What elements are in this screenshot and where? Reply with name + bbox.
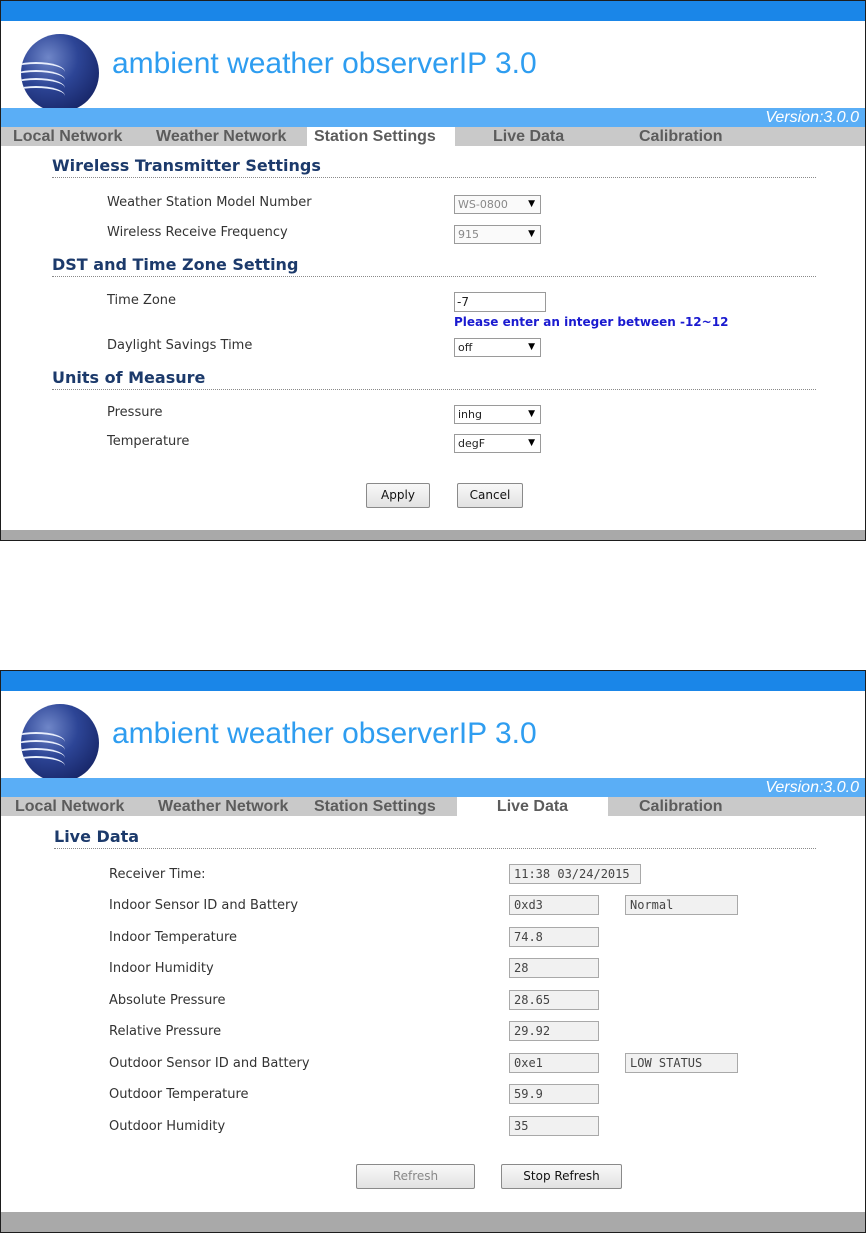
pressure-value: inhg: [458, 408, 482, 421]
header: [1, 21, 865, 108]
row-label: Relative Pressure: [109, 1024, 222, 1039]
row-value: 0xd3: [509, 895, 599, 915]
globe-logo-icon: [21, 704, 99, 782]
version-label: Version:3.0.0: [765, 779, 859, 796]
pressure-label: Pressure: [107, 405, 163, 420]
station-settings-panel: [0, 0, 866, 541]
live-data-panel: [0, 670, 866, 1233]
tab-weather-network[interactable]: Weather Network: [158, 798, 289, 815]
version-bar: [1, 778, 865, 797]
frequency-label: Wireless Receive Frequency: [107, 225, 288, 240]
row-label: Indoor Temperature: [109, 930, 238, 945]
temperature-label: Temperature: [107, 434, 190, 449]
cancel-button[interactable]: Cancel: [457, 483, 523, 508]
pressure-select[interactable]: [454, 405, 541, 424]
row-value: 0xe1: [509, 1053, 599, 1073]
section-divider: [52, 177, 816, 178]
section-divider: [54, 848, 816, 849]
tab-weather-network[interactable]: Weather Network: [156, 128, 287, 145]
top-bar: [1, 671, 865, 691]
tab-local-network[interactable]: Local Network: [13, 128, 123, 145]
stop-refresh-button[interactable]: Stop Refresh: [501, 1164, 622, 1189]
row-value: 28: [509, 958, 599, 978]
dst-select[interactable]: [454, 338, 541, 357]
timezone-label: Time Zone: [107, 293, 177, 308]
triangle-down-icon: ▼: [528, 199, 535, 209]
model-number-label: Weather Station Model Number: [107, 195, 312, 210]
row-label: Indoor Humidity: [109, 961, 214, 976]
temperature-value: degF: [458, 437, 486, 450]
triangle-down-icon: ▼: [528, 438, 535, 448]
tab-live-data[interactable]: Live Data: [457, 797, 608, 816]
row-value: 35: [509, 1116, 599, 1136]
tab-bar: [1, 127, 865, 146]
dst-label: Daylight Savings Time: [107, 338, 253, 353]
row-label: Outdoor Sensor ID and Battery: [109, 1056, 310, 1071]
row-value: 74.8: [509, 927, 599, 947]
tab-bar: [1, 797, 865, 816]
row-extra-value: LOW STATUS: [625, 1053, 738, 1073]
row-extra-value: Normal: [625, 895, 738, 915]
row-label: Outdoor Temperature: [109, 1087, 249, 1102]
globe-logo-icon: [21, 34, 99, 112]
frequency-value: 915: [458, 228, 479, 241]
frequency-select[interactable]: [454, 225, 541, 244]
section-divider: [52, 389, 816, 390]
row-value: 29.92: [509, 1021, 599, 1041]
triangle-down-icon: ▼: [528, 342, 535, 352]
header: [1, 691, 865, 778]
row-label: Absolute Pressure: [109, 993, 226, 1008]
row-label: Outdoor Humidity: [109, 1119, 226, 1134]
section-title-units: Units of Measure: [52, 368, 206, 387]
timezone-hint: Please enter an integer between -12~12: [454, 315, 729, 329]
section-title-wireless: Wireless Transmitter Settings: [52, 156, 321, 175]
timezone-input[interactable]: -7: [454, 292, 546, 312]
tab-station-settings[interactable]: Station Settings: [314, 798, 436, 815]
footer-bar: [1, 530, 866, 540]
section-title-live-data: Live Data: [54, 827, 140, 846]
triangle-down-icon: ▼: [528, 229, 535, 239]
row-label: Receiver Time:: [109, 867, 206, 882]
tab-station-settings[interactable]: Station Settings: [307, 127, 455, 146]
app-title: ambient weather observerIP 3.0: [112, 717, 537, 750]
version-bar: [1, 108, 865, 127]
refresh-button[interactable]: Refresh: [356, 1164, 475, 1189]
section-title-dst: DST and Time Zone Setting: [52, 255, 299, 274]
dst-value: off: [458, 341, 473, 354]
model-number-select[interactable]: [454, 195, 541, 214]
triangle-down-icon: ▼: [528, 409, 535, 419]
section-divider: [52, 276, 816, 277]
model-number-value: WS-0800: [458, 198, 508, 211]
apply-button[interactable]: Apply: [366, 483, 430, 508]
tab-live-data[interactable]: Live Data: [493, 128, 565, 145]
tab-calibration[interactable]: Calibration: [639, 798, 723, 815]
tab-calibration[interactable]: Calibration: [639, 128, 723, 145]
top-bar: [1, 1, 865, 21]
row-value: 28.65: [509, 990, 599, 1010]
app-title: ambient weather observerIP 3.0: [112, 47, 537, 80]
temperature-select[interactable]: [454, 434, 541, 453]
version-label: Version:3.0.0: [765, 109, 859, 126]
row-value: 11:38 03/24/2015: [509, 864, 641, 884]
tab-local-network[interactable]: Local Network: [15, 798, 125, 815]
row-label: Indoor Sensor ID and Battery: [109, 898, 299, 913]
row-value: 59.9: [509, 1084, 599, 1104]
footer-bar: [1, 1212, 866, 1232]
